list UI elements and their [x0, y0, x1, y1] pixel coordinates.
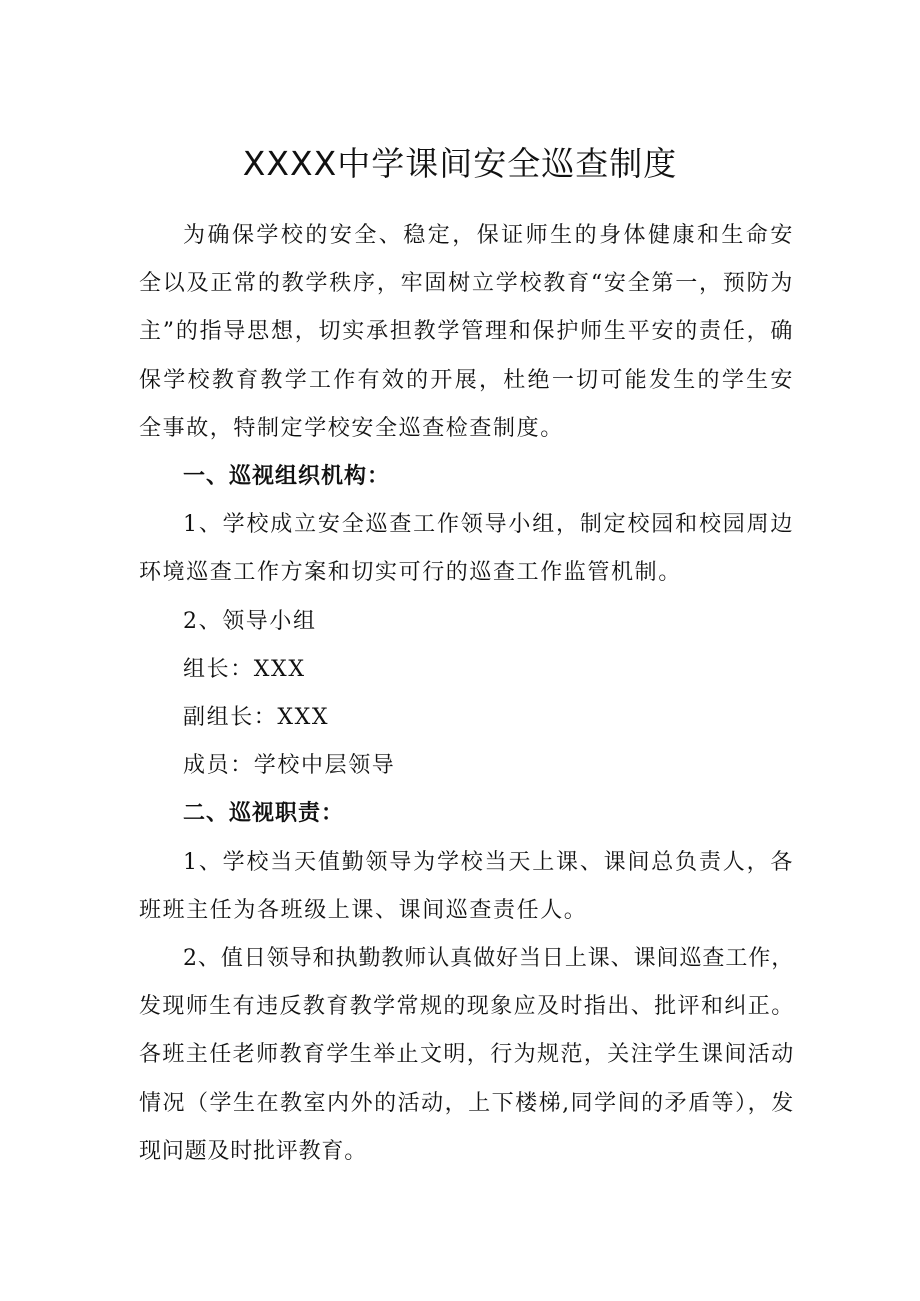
deputy-group-leader: 副组长：XXX: [183, 705, 330, 731]
group-leader: 组长：XXX: [183, 656, 306, 682]
duty-item-1: 1、学校当天值勤领导为学校当天上课、课间总负责人，各班班主任为各班级上课、课间巡查责任人。: [139, 849, 794, 923]
intro-paragraph: 为确保学校的安全、稳定，保证师生的身体健康和生命安全以及正常的教学秩序，牢固树立学校教育“安全第一，预防为主”的指导思想，切实承担教学管理和保护师生平安的责任，确保学校教育教学工作有效的开展，杜绝一切可能发生的学生安全事故，特制定学校安全巡查检查制度。: [139, 223, 794, 441]
group-members: 成员：学校中层领导: [183, 753, 396, 779]
section-heading-organization: 一、巡视组织机构：: [183, 464, 391, 490]
organization-item-1: 1、学校成立安全巡查工作领导小组，制定校园和校园周边环境巡查工作方案和切实可行的巡查工作监管机制。: [139, 512, 794, 586]
document-body: [139, 212, 794, 1176]
section-heading-duties: 二、巡视职责：: [183, 801, 345, 827]
organization-item-2: 2、领导小组: [183, 608, 317, 634]
duty-item-2: 2、值日领导和执勤教师认真做好当日上课、课间巡查工作，发现师生有违反教育教学常规的现象应及时指出、批评和纠正。各班主任老师教育学生举止文明，行为规范，关注学生课间活动情况（学生在教室内外的活动，上下楼梯,同学间的矛盾等），发现问题及时批评教育。: [139, 946, 794, 1164]
document-title: XXXX中学课间安全巡查制度: [242, 144, 678, 184]
